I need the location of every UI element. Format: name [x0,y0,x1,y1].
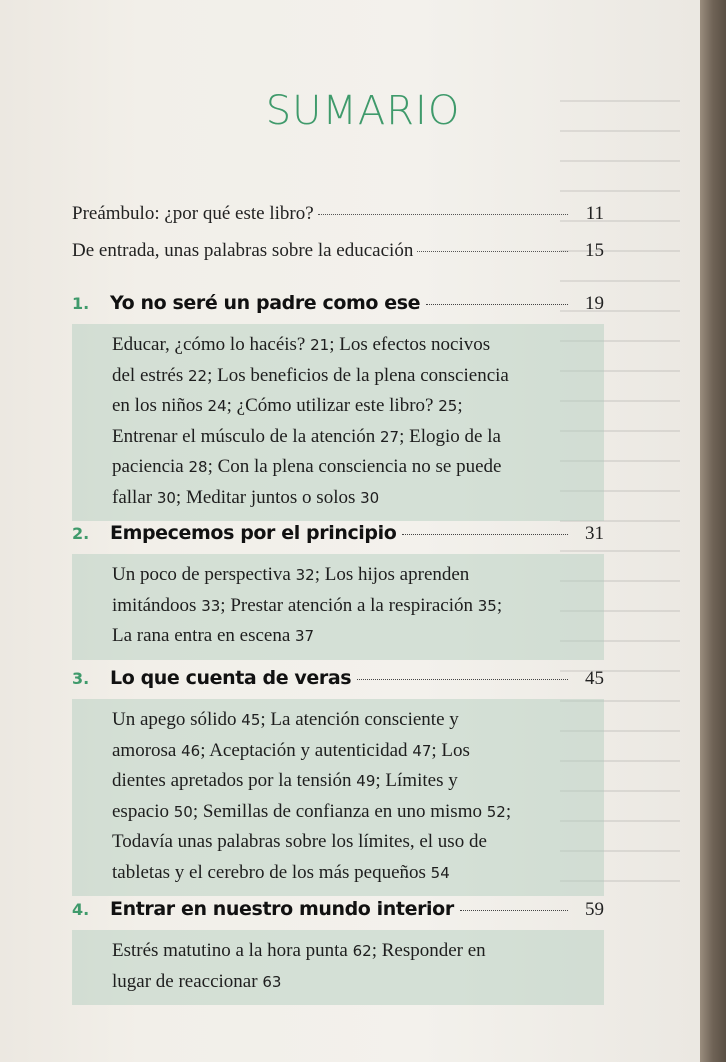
summary-line: fallar 30; Meditar juntos o solos 30 [112,486,380,508]
summary-line: en los niños 24; ¿Cómo utilizar este libro? 25; [112,395,463,416]
summary-line: lugar de reaccionar 63 [112,970,282,992]
dot-leader [318,214,568,215]
summary-line: Educar, ¿cómo lo hacéis? 21; Los efectos nocivos [112,334,491,355]
summary-line: espacio 50; Semillas de confianza en uno mismo 52; [112,800,512,822]
chapter-heading-4 [72,898,604,921]
dot-leader [460,910,568,911]
chapter-number: 2. [72,524,90,543]
summary-line: Estrés matutino a la hora punta 62; Responder en [112,940,486,961]
toc-entry-label: De entrada, unas palabras sobre la educación [72,240,414,261]
chapter-page: 31 [585,523,604,544]
toc-entry-label: Preámbulo: ¿por qué este libro? [72,203,314,224]
summary-line: del estrés 22; Los beneficios de la plena consciencia [112,364,509,386]
summary-line: Un apego sólido 45; La atención consciente y [112,709,459,730]
dot-leader [357,679,568,680]
chapter-number: 3. [72,669,90,688]
chapter-title: Yo no seré un padre como ese [110,292,421,314]
chapter-summary-4 [72,930,604,1005]
summary-line: amorosa 46; Aceptación y autenticidad 47; Los [112,739,470,761]
chapter-summary-1 [72,324,604,521]
chapter-page: 45 [585,668,604,689]
summary-line: tabletas y el cerebro de los más pequeños 54 [112,861,450,883]
dot-leader [402,534,568,535]
book-spine [700,0,726,1062]
chapter-heading-3 [72,667,604,690]
chapter-page: 59 [585,899,604,920]
summary-line: Todavía unas palabras sobre los límites, el uso de [112,831,487,852]
summary-line: dientes apretados por la tensión 49; Límites y [112,770,458,791]
toc-entry-preambulo [72,203,604,225]
chapter-page: 19 [585,293,604,314]
chapter-number: 4. [72,900,90,919]
toc-entry-educacion [72,240,604,262]
summary-line: La rana entra en escena 37 [112,625,315,646]
summary-line: paciencia 28; Con la plena consciencia no se puede [112,456,502,477]
toc-entry-page: 15 [585,240,604,261]
toc-entry-page: 11 [585,203,604,224]
summary-line: Entrenar el músculo de la atención 27; Elogio de la [112,425,501,447]
chapter-title: Lo que cuenta de veras [110,667,352,689]
chapter-heading-2 [72,522,604,545]
chapter-summary-2 [72,554,604,660]
summary-line: Un poco de perspectiva 32; Los hijos aprenden [112,564,470,585]
chapter-number: 1. [72,294,90,313]
summary-line: imitándoos 33; Prestar atención a la respiración 35; [112,594,503,616]
chapter-summary-3 [72,699,604,896]
page-title: SUMARIO [265,88,461,134]
dot-leader [426,304,568,305]
chapter-heading-1 [72,292,604,315]
chapter-title: Entrar en nuestro mundo interior [110,898,454,920]
chapter-title: Empecemos por el principio [110,522,397,544]
dot-leader [417,251,568,252]
